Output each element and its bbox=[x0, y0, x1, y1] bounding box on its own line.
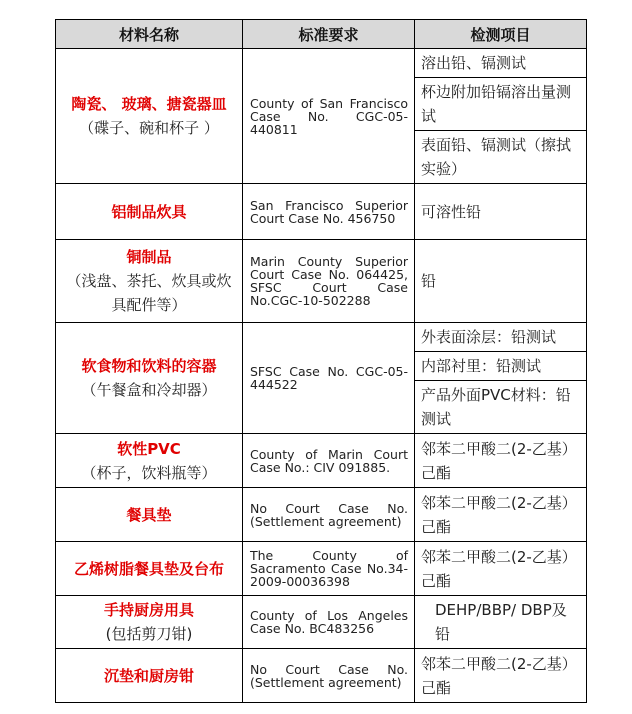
test-item: 邻苯二甲酸二(2-乙基）己酯 bbox=[415, 434, 587, 488]
material-name: 陶瓷、 玻璃、搪瓷器皿 bbox=[71, 95, 227, 113]
test-item: 邻苯二甲酸二(2-乙基）己酯 bbox=[415, 488, 587, 542]
material-cell bbox=[56, 649, 243, 703]
material-cell bbox=[56, 488, 243, 542]
material-cell bbox=[56, 596, 243, 649]
test-item: 杯边附加铅镉溶出量测试 bbox=[415, 78, 587, 131]
case-cell: No Court Case No. (Settlement agreement) bbox=[243, 649, 415, 703]
case-cell: County of Marin Court Case No.: CIV 091885. bbox=[243, 434, 415, 488]
table-row bbox=[56, 596, 587, 649]
material-sub: （碟子、碗和杯子 ） bbox=[79, 119, 219, 137]
test-item: 表面铅、镉测试（擦拭实验） bbox=[415, 131, 587, 184]
material-name: 铝制品炊具 bbox=[111, 202, 187, 221]
test-item: 溶出铅、镉测试 bbox=[415, 49, 587, 78]
test-item: 可溶性铅 bbox=[415, 184, 587, 240]
test-item: 铅 bbox=[415, 240, 587, 323]
test-item: 内部衬里：铅测试 bbox=[415, 352, 587, 381]
material-sub: （浅盘、茶托、炊具或炊具配件等） bbox=[66, 272, 232, 314]
test-item: DEHP/BBP/ DBP及铅 bbox=[415, 596, 587, 649]
material-cell bbox=[56, 49, 243, 184]
header-test-items: 检测项目 bbox=[415, 20, 587, 49]
table-row bbox=[56, 649, 587, 703]
requirements-table bbox=[55, 19, 587, 703]
table-row bbox=[56, 542, 587, 596]
test-item: 邻苯二甲酸二(2-乙基）己酯 bbox=[415, 542, 587, 596]
case-cell: San Francisco Superior Court Case No. 456750 bbox=[243, 184, 415, 240]
material-sub: (包括剪刀钳) bbox=[105, 625, 193, 643]
material-name: 软食物和饮料的容器 bbox=[81, 357, 217, 375]
material-name: 软性PVC bbox=[117, 439, 181, 458]
material-sub: （杯子，饮料瓶等） bbox=[81, 463, 217, 482]
test-item: 外表面涂层：铅测试 bbox=[415, 323, 587, 352]
case-cell: SFSC Case No. CGC-05-444522 bbox=[243, 323, 415, 434]
case-cell: No Court Case No. (Settlement agreement) bbox=[243, 488, 415, 542]
case-cell: County of San Francisco Case No. CGC-05-440811 bbox=[243, 49, 415, 184]
material-cell bbox=[56, 542, 243, 596]
case-cell: County of Los Angeles Case No. BC483256 bbox=[243, 596, 415, 649]
case-cell: Marin County Superior Court Case No. 064425, SFSC Court Case No.CGC-10-502288 bbox=[243, 240, 415, 323]
table-row bbox=[56, 323, 587, 352]
table-row bbox=[56, 434, 587, 488]
material-name: 铜制品 bbox=[126, 248, 172, 266]
table-row bbox=[56, 488, 587, 542]
table-row bbox=[56, 49, 587, 78]
case-cell: The County of Sacramento Case No.34-2009-00036398 bbox=[243, 542, 415, 596]
material-cell bbox=[56, 240, 243, 323]
table-row bbox=[56, 240, 587, 323]
header-standard: 标准要求 bbox=[243, 20, 415, 49]
test-item: 产品外面PVC材料：铅测试 bbox=[415, 381, 587, 434]
material-name: 餐具垫 bbox=[126, 505, 172, 524]
material-name: 沉垫和厨房钳 bbox=[103, 666, 194, 685]
material-cell bbox=[56, 184, 243, 240]
table-row bbox=[56, 184, 587, 240]
material-sub: （午餐盒和冷却器） bbox=[81, 381, 217, 399]
header-material: 材料名称 bbox=[56, 20, 243, 49]
test-item: 邻苯二甲酸二(2-乙基）己酯 bbox=[415, 649, 587, 703]
header-row bbox=[56, 20, 587, 49]
material-cell bbox=[56, 323, 243, 434]
material-name: 手持厨房用具 bbox=[103, 601, 194, 619]
material-cell bbox=[56, 434, 243, 488]
material-name: 乙烯树脂餐具垫及台布 bbox=[73, 559, 224, 578]
